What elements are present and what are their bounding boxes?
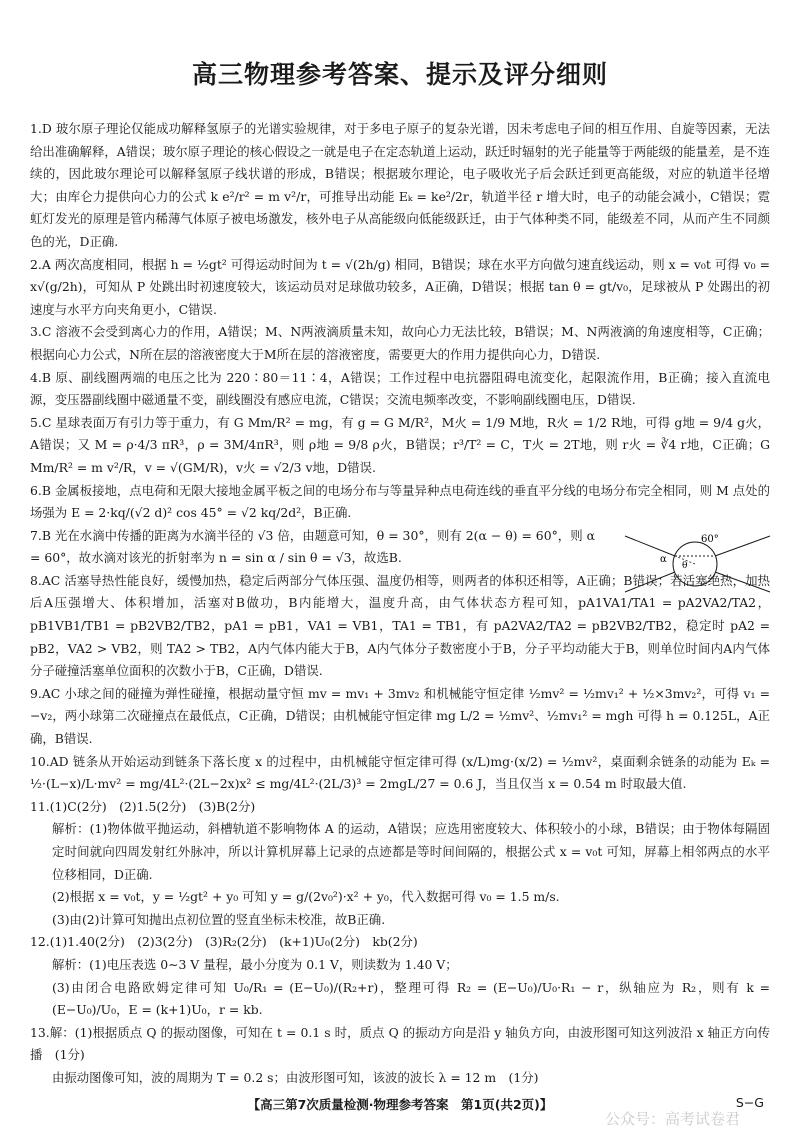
- answer-3: 3.C 溶液不会受到离心力的作用，A错误；M、N两液滴质量未知，故向心力无法比较，B错误；M、N两液滴的角速度相等，C正确；根据向心力公式，N所在层的溶液密度大于M所在层的溶液密度，需要更大的作用力提供向心力，D错误.: [30, 324, 770, 362]
- bottom-ray-left: [625, 572, 675, 592]
- footer-code: S−G: [735, 1095, 764, 1110]
- answer-11-analysis-2: (2)根据 x = v₀t，y = ½gt² + y₀ 可知 y = g/(2v₀²)·x² + y₀，代入数据可得 v₀ = 1.5 m/s.: [52, 889, 560, 905]
- bottom-ray-right: [715, 572, 770, 592]
- watermark: 公众号：高考试卷君: [604, 1110, 740, 1128]
- answer-12: 12.(1)1.40(2分) (2)3(2分) (3)R₂(2分) (k+1)U₀(2分) kb(2分): [30, 934, 418, 950]
- exit-ray: [715, 536, 770, 556]
- answer-10: 10.AD 链条从开始运动到链条下落长度 x 的过程中，由机械能守恒定律可得 (x/L)mg·(x/2) = ½mv²，桌面剩余链条的动能为 Eₖ = ½·(L−x)/L·mv² = mg/4L²·(2L−2x)x² ≤ mg/4L²·(2L/3)³ = 2mgL/27 = 0.6 J，当且仅当 x = 0.54 m 时取最大值.: [30, 753, 770, 792]
- answer-2: 2.A 两次高度相同，根据 h = ½gt² 可得运动时间为 t = √(2h/g) 相同，B错误；球在水平方向做匀速直线运动，则 x = v₀t 可得 v₀ = x√(g/2h)，可知从 P 处跳出时初速度较大，该运动员对足球做功较多，A正确，D错误；根据 tan θ = gt/v₀，足球被从 P 处踢出的初速度与水平方向夹角更小，C错误.: [30, 256, 770, 317]
- answer-5: 5.C 星球表面万有引力等于重力，有 G Mm/R² = mg，有 g = G M/R²，M火 = 1/9 M地，R火 = 1/2 R地，可得 g地 = 9/4 g火，A错误；又 M = ρ·4/3 πR³，ρ = 3M/4πR³，则 ρ地 = 9/8 ρ火，B错误；r³/T² = C，T火 = 2T地，则 r火 = ∛4 r地，C正确；G Mm/R² = m v²/R，v = √(GM/R)，v火 = √2/3 v地，D错误.: [30, 414, 770, 475]
- answer-7: 7.B 光在水滴中传播的距离为水滴半径的 √3 倍，由题意可知，θ = 30°，则有 2(α − θ) = 60°，则 α = 60°，故水滴对该光的折射率为 n = sin α / sin θ = √3，故选B.: [30, 527, 595, 566]
- water-droplet-diagram: [605, 528, 775, 600]
- answer-9: 9.AC 小球之间的碰撞为弹性碰撞，根据动量守恒 mv = mv₁ + 3mv₂ 和机械能守恒定律 ½mv² = ½mv₁² + ½×3mv₂²，可得 v₁ = −v₂，两小球第二次碰撞点在最低点，C正确，D错误；由机械能守恒定律 mg L/2 = ½mv²、½mv₁² = mgh 可得 h = 0.125L，A正确，B错误.: [30, 685, 770, 747]
- answer-13-line-2: 由振动图像可知，波的周期为 T = 0.2 s；由波形图可知，该波的波长 λ = 12 m (1分): [52, 1069, 539, 1085]
- answer-body: [30, 118, 770, 1090]
- answer-13: 13.解：(1)根据质点 Q 的振动图像，可知在 t = 0.1 s 时，质点 Q 的振动方向是沿 y 轴负方向，由波形图可知这列波沿 x 轴正方向传播 (1分): [30, 1024, 770, 1063]
- alpha-label: α: [660, 554, 667, 565]
- answer-1: 1.D 玻尔原子理论仅能成功解释氢原子的光谱实验规律，对于多电子原子的复杂光谱，因未考虑电子间的相互作用、自旋等因素，无法给出准确解释，A错误；玻尔原子理论的核心假设之一就是电子在定态轨道上运动，跃迁时辐射的光子能量等于两能级的能量差，是不连续的，因此玻尔理论可以解释氢原子线状谱的形成，B错误；根据玻尔理论，电子吸收光子后会跃迁到更高能级，对应的轨道半径增大；由库仑力提供向心力的公式 k e²/r² = m v²/r，可推导出动能 Eₖ = ke²/2r，轨道半径 r 增大时，电子的动能会减小，C错误；霓虹灯发光的原理是管内稀薄气体原子被电场激发，核外电子从高能级向低能级跃迁，由于气体种类不同，能级差不同，从而产生不同颜色的光，D正确.: [30, 121, 770, 249]
- angle-label: 60°: [701, 534, 719, 545]
- page-title: 高三物理参考答案、提示及评分细则: [191, 60, 608, 89]
- answer-6: 6.B 金属板接地，点电荷和无限大接地金属平板之间的电场分布与等量异种点电荷连线的垂直平分线的电场分布完全相同，则 M 点处的场强为 E = 2·kq/(√2 d)² cos 45° = √2 kq/2d²，B正确.: [30, 482, 770, 521]
- answer-4: 4.B 原、副线圈两端的电压之比为 220∶80＝11∶4，A错误；工作过程中电抗器阻碍电流变化，起限流作用，B正确；接入直流电源，变压器副线圈中磁通量不变，副线圈没有感应电流，C错误；交流电频率改变，不影响副线圈电压，D错误.: [30, 369, 770, 408]
- answer-12-analysis-1: 解析：(1)电压表选 0∼3 V 量程，最小分度为 0.1 V，则读数为 1.40 V；: [52, 956, 458, 972]
- answer-11-analysis-3: (3)由(2)计算可知抛出点初位置的竖直坐标未校准，故B正确.: [52, 911, 386, 927]
- theta-label: θ: [682, 561, 688, 571]
- answer-11: 11.(1)C(2分) (2)1.5(2分) (3)B(2分): [30, 798, 256, 814]
- answer-11-analysis-1: 解析：(1)物体做平抛运动，斜槽轨道不影响物体 A 的运动，A错误；应选用密度较大、体积较小的小球，B错误；由于物体每隔固定时间就向四周发射红外脉冲，所以计算机屏幕上记录的点迹都是等时间间隔的，根据公式 x = v₀t 可知，屏幕上相邻两点的水平位移相同，D正确.: [52, 821, 770, 882]
- incident-ray: [625, 536, 675, 556]
- answer-12-analysis-2: (3)由闭合电路欧姆定律可知 U₀/R₁ = (E−U₀)/(R₂+r)，整理可得 R₂ = (E−U₀)/U₀·R₁ − r，纵轴应为 R₂，则有 k = (E−U₀)/U₀，E = (k+1)U₀，r = kb.: [52, 979, 770, 1018]
- answer-8: 8.AC 活塞导热性能良好，缓慢加热，稳定后两部分气体压强、温度仍相等，则两者的体积还相等，A正确；B错误；若活塞绝热，加热后A压强增大、体积增加，活塞对B做功，B内能增大，温度升高，由气体状态方程可知，pA1VA1/TA1 = pA2VA2/TA2，pB1VB1/TB1 = pB2VB2/TB2，pA1 = pB1，VA1 = VB1，TA1 = TB1，有 pA2VA2/TA2 = pB2VB2/TB2，稳定时 pA2 = pB2，VA2 > VB2，则 TA2 > TB2，A内气体内能大于B，A内气体分子数密度小于B，分子平均动能大于B，则单位时间内A内气体分子碰撞活塞单位面积的次数小于B，C正确，D错误.: [30, 572, 770, 679]
- page-footer: 【高三第7次质量检测·物理参考答案 第1页(共2页)】: [247, 1097, 553, 1112]
